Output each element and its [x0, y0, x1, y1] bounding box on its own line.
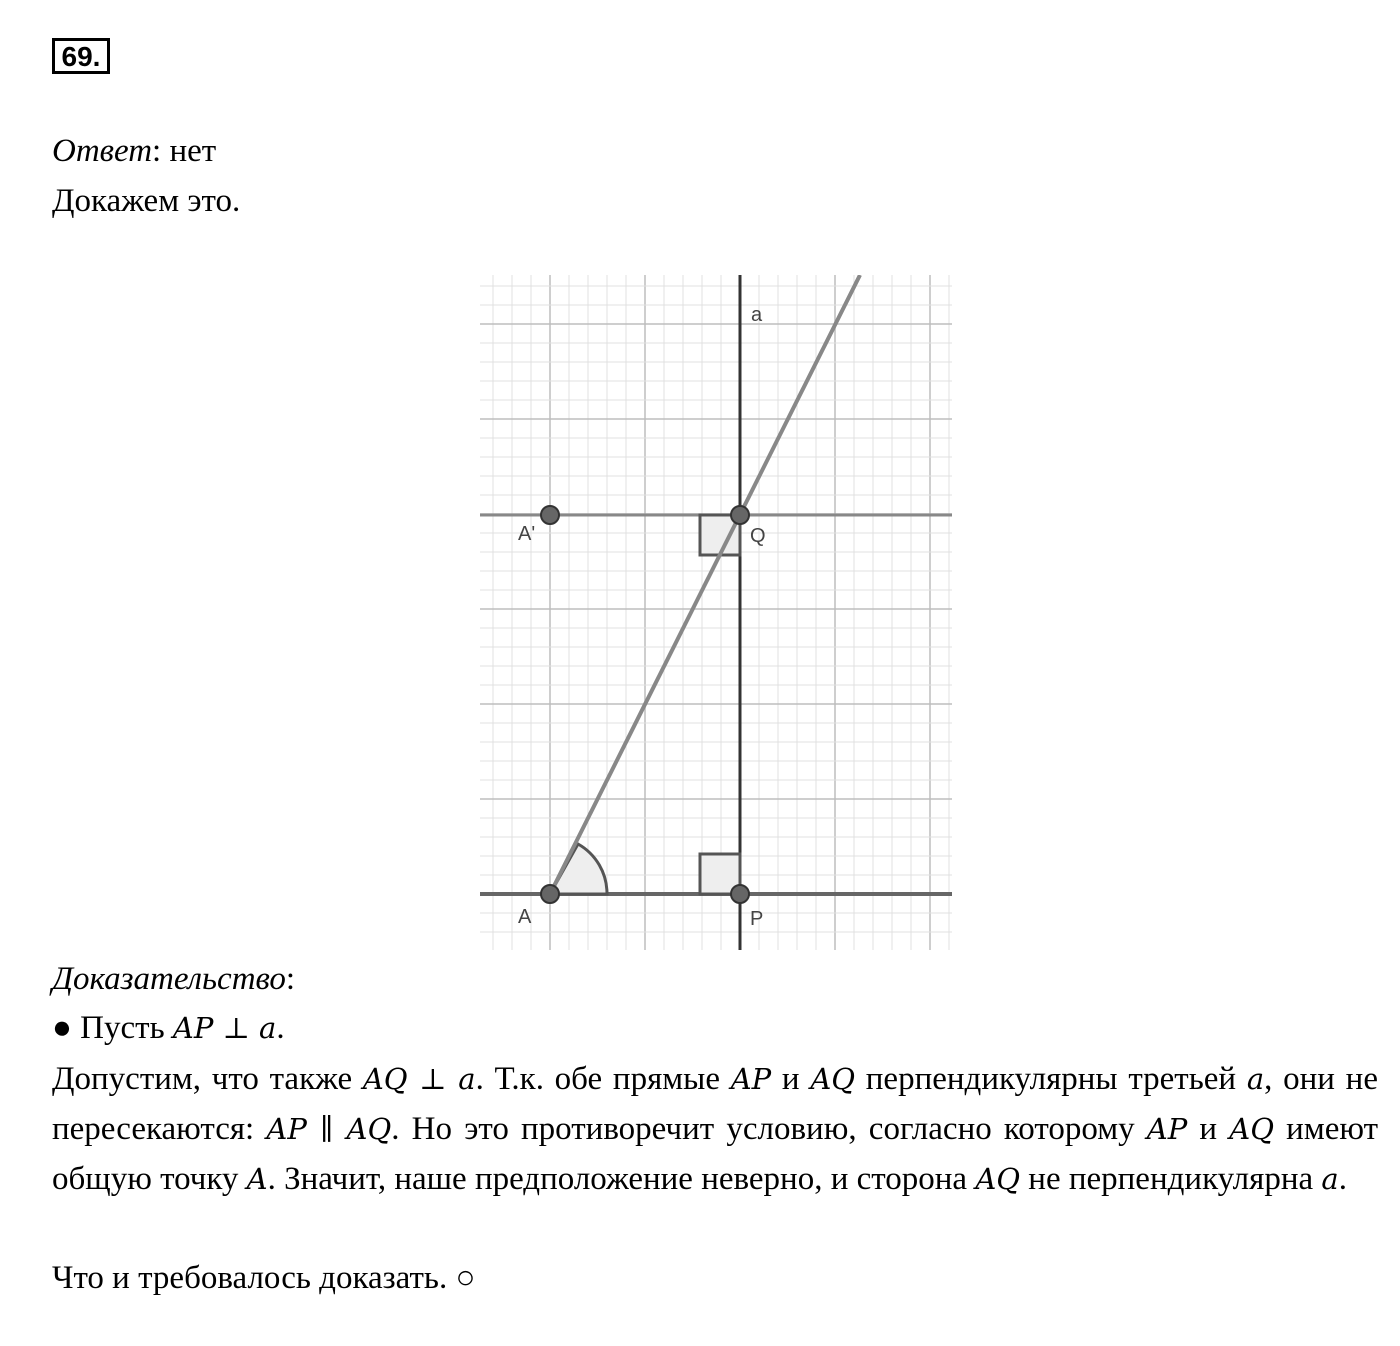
p-math-10: a [1321, 1162, 1339, 1196]
p-text-9: . Значит, наше предположение неверно, и сторона [267, 1161, 976, 1197]
bullet-math: AP ⊥ a [172, 1011, 277, 1045]
proof-heading-colon: : [285, 961, 296, 997]
bullet-text: ● Пусть [52, 1010, 173, 1046]
p-math-1: AQ ⊥ a [362, 1062, 476, 1096]
p-text-6: . Но это противоречит условию, согласно которому [391, 1111, 1147, 1147]
p-text-8: имеют общую точку [52, 1111, 1378, 1197]
task-number: 69. [52, 38, 110, 74]
angle-arc-a [550, 844, 607, 894]
proof-paragraph [52, 1054, 1378, 1204]
proof-bullet [52, 1008, 285, 1048]
p-math-6: AP [1146, 1112, 1188, 1146]
p-text-5: , они не пересекаются: [52, 1061, 1378, 1147]
p-math-7: AQ [1229, 1112, 1274, 1146]
answer-line [52, 131, 216, 171]
p-math-3: AQ [810, 1062, 856, 1096]
label-line-a: a [751, 304, 763, 326]
p-text-11: . [1338, 1161, 1347, 1197]
proof-heading-label: Доказательство [52, 961, 286, 997]
answer-value: нет [161, 133, 217, 169]
point-q [731, 506, 749, 524]
conclusion: Что и требовалось доказать. ○ [52, 1260, 476, 1296]
point-a-prime [541, 506, 559, 524]
bullet-end: . [276, 1010, 285, 1046]
p-math-4: a [1246, 1062, 1265, 1096]
intro-text: Докажем это. [52, 183, 241, 219]
p-text-1: Допустим, что также [52, 1061, 363, 1097]
label-a: A [518, 906, 532, 928]
label-p: P [750, 908, 764, 930]
label-q: Q [750, 525, 766, 547]
label-a-prime: A' [518, 523, 536, 545]
p-text-2: . Т.к. обе прямые [475, 1061, 731, 1097]
p-text-10: не перпендикулярна [1020, 1161, 1322, 1197]
p-math-9: AQ [975, 1162, 1021, 1196]
point-p [731, 885, 749, 903]
p-text-7: и [1187, 1111, 1230, 1147]
line-aq [550, 275, 860, 894]
answer-label: Ответ [52, 133, 153, 169]
p-math-5: AP ∥ AQ [266, 1112, 392, 1146]
p-text-4: перпендикулярны третьей [855, 1061, 1247, 1097]
grid [480, 275, 952, 950]
p-math-2: AP [730, 1062, 772, 1096]
answer-colon: : [152, 133, 162, 169]
proof-heading [52, 959, 295, 999]
geometry-figure [480, 275, 952, 950]
p-math-8: A [246, 1162, 268, 1196]
p-text-3: и [771, 1061, 811, 1097]
point-a [541, 885, 559, 903]
